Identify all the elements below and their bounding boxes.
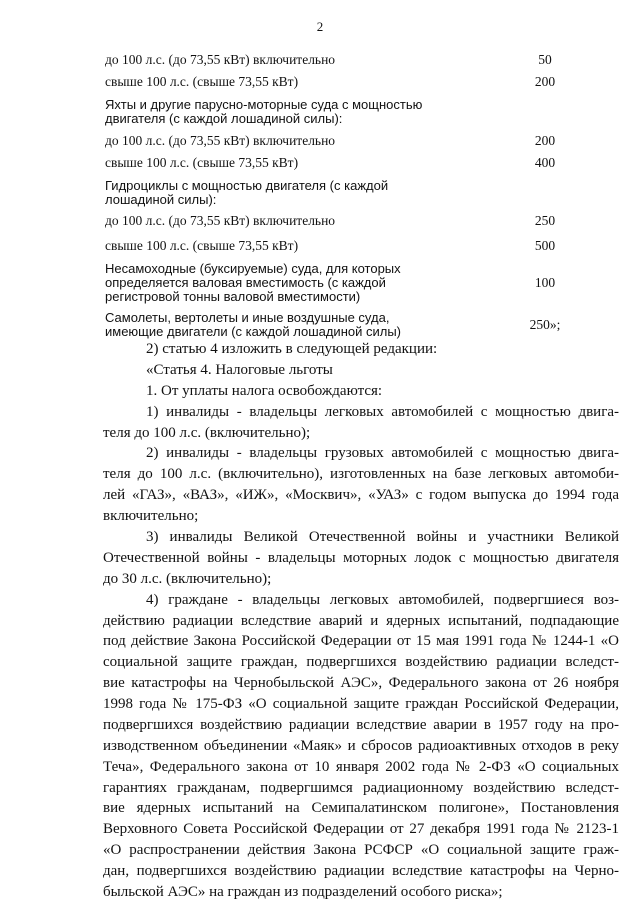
- text-line: 1. От уплаты налога освобождаются:: [146, 382, 383, 399]
- text-line: до 30 л.с. (включительно);: [103, 570, 272, 587]
- text-line: теля до 100 л.с. (включительно), изготовленных на базе легковых автомоби-: [103, 466, 619, 483]
- row-label: определяется валовая вместимость (с каждой: [105, 275, 386, 290]
- text-line: быльской АЭС» на граждан из подразделений особого риска»;: [103, 884, 503, 900]
- row-label: лошадиной силы):: [105, 192, 217, 207]
- text-line: под действие Закона Российской Федерации от 15 мая 1991 года № 1244-1 «О: [103, 633, 619, 650]
- text-line: вие катастрофы на Чернобыльской АЭС», Федерального закона от 26 ноября: [103, 675, 619, 692]
- text-line: теля до 100 л.с. (включительно);: [103, 424, 311, 441]
- row-label: свыше 100 л.с. (свыше 73,55 кВт): [105, 238, 299, 253]
- row-label: свыше 100 л.с. (свыше 73,55 кВт): [105, 155, 299, 170]
- text-line: 4) граждане - владельцы легковых автомобилей, подвергшиеся воз-: [146, 591, 619, 608]
- row-label: Гидроциклы с мощностью двигателя (с каждой: [105, 178, 389, 193]
- text-line: действию радиации вследствие аварий и ядерных испытаний, подпадающие: [103, 612, 619, 629]
- row-label: двигателя (с каждой лошадиной силы):: [105, 111, 343, 126]
- text-line: «Статья 4. Налоговые льготы: [146, 361, 333, 378]
- row-label: до 100 л.с. (до 73,55 кВт) включительно: [105, 213, 336, 228]
- text-line: гарантиях гражданам, подвергшимся радиационному воздействию вследст-: [103, 779, 619, 796]
- row-label: до 100 л.с. (до 73,55 кВт) включительно: [105, 133, 336, 148]
- text-line: социальной защите граждан, подвергшихся воздействию радиации вследст-: [103, 654, 619, 671]
- row-value: 50: [538, 52, 552, 67]
- text-line: лей «ГАЗ», «ВАЗ», «ИЖ», «Москвич», «УАЗ» с годом выпуска до 1994 года: [103, 487, 619, 504]
- page-number: 2: [316, 19, 324, 34]
- text-line: вие ядерных испытаний на Семипалатинском полигоне», Постановления: [103, 800, 619, 817]
- text-line: дан, подвергшихся воздействию радиации вследствие катастрофы на Черно-: [103, 863, 619, 880]
- row-label: до 100 л.с. (до 73,55 кВт) включительно: [105, 52, 336, 67]
- text-line: Верховного Совета Российской Федерации от 27 декабря 1991 года № 2123-1: [103, 821, 619, 838]
- text-line: «О распространении действия Закона РСФСР «О социальной защите граж-: [103, 842, 619, 859]
- row-value: 250»;: [529, 317, 561, 332]
- text-line: 1) инвалиды - владельцы легковых автомобилей с мощностью двига-: [146, 403, 619, 420]
- row-value: 100: [534, 275, 556, 290]
- row-value: 200: [534, 74, 556, 89]
- row-value: 200: [534, 133, 556, 148]
- text-line: 3) инвалиды Великой Отечественной войны и участники Великой: [146, 528, 619, 545]
- row-value: 400: [534, 155, 556, 170]
- text-line: Теча», Федерального закона от 10 января 2002 года № 2-ФЗ «О социальных: [103, 758, 619, 775]
- text-line: 2) статью 4 изложить в следующей редакции:: [146, 341, 438, 357]
- row-label: регистровой тонны валовой вместимости): [105, 289, 361, 304]
- text-line: изводственном объединении «Маяк» и сбросов радиоактивных отходов в реку: [103, 737, 619, 754]
- text-line: 2) инвалиды - владельцы грузовых автомобилей с мощностью двига-: [146, 445, 619, 462]
- row-label: Несамоходные (буксируемые) суда, для которых: [105, 261, 401, 276]
- row-label: Яхты и другие парусно-моторные суда с мощностью: [105, 97, 423, 112]
- text-line: Отечественной войны - владельцы моторных лодок с мощностью двигателя: [103, 549, 619, 566]
- text-line: включительно;: [103, 508, 199, 525]
- row-label: имеющие двигатели (с каждой лошадиной силы): [105, 324, 401, 339]
- text-line: подвергшихся воздействию радиации вследствие аварии в 1957 году на про-: [103, 716, 619, 733]
- row-value: 250: [534, 213, 556, 228]
- text-line: 1998 года № 175-ФЗ «О социальной защите граждан Российской Федерации,: [103, 696, 619, 713]
- row-value: 500: [534, 238, 556, 253]
- row-label: свыше 100 л.с. (свыше 73,55 кВт): [105, 74, 299, 89]
- row-label: Самолеты, вертолеты и иные воздушные суда,: [105, 310, 390, 325]
